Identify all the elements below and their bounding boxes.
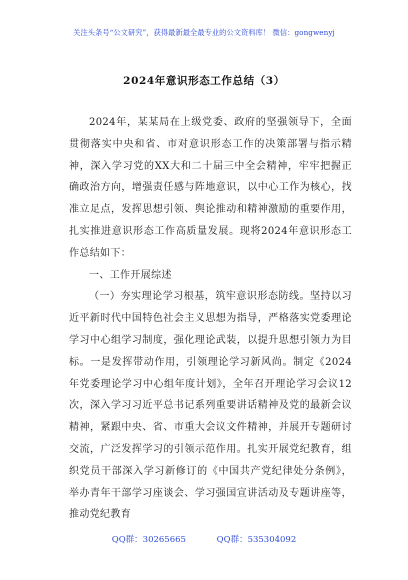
- header-banner: 关注头条号“公文研究”，获得最新最全最专业的公文资料库！ 微信：gongwenyj: [73, 28, 335, 37]
- footer-qq-group-1: QQ群：30265665: [111, 535, 186, 545]
- document-body: [69, 112, 352, 526]
- footer-qq-group-2: QQ群：535304092: [216, 535, 297, 545]
- body-paragraph: （一）夯实理论学习根基，筑牢意识形态防线。坚持以习近平新时代中国特色社会主义思想为指导，严格落实党委理论学习中心组学习制度，强化理论武装，以提升思想引领力为目标。一是发挥带动作用，引领理论学习新风尚。制定《2024年党委理论学习中心组年度计划》，全年召开理论学习会议12次，深入学习习近平总书记系列重要讲话精神及党的最新会议精神，紧跟中央、省、市重大会议文件精神，并展开专题研讨交流，广泛发挥学习的引领示范作用。扎实开展党纪教育，组织党员干部深入学习新修订的《中国共产党纪律处分条例》，举办青年干部学习座谈会、学习强国宣讲活动及专题讲座等，推动党纪教育: [69, 291, 352, 521]
- document-title: 2024年意识形态工作总结（3）: [123, 75, 285, 87]
- intro-paragraph: 2024年，某某局在上级党委、政府的坚强领导下，全面贯彻落实中央和省、市对意识形态工作的决策部署与指示精神，深入学习党的XX大和二十届三中全会精神，牢牢把握正确政治方向，增强责任感与阵地意识，以中心工作为核心，找准立足点，发挥思想引领、舆论推动和精神激励的重要作用，扎实推进意识形态工作高质量发展。现将2024年意识形态工作总结如下：: [69, 117, 352, 259]
- section-heading: 一、工作开展综述: [89, 269, 172, 281]
- footer: [0, 533, 408, 545]
